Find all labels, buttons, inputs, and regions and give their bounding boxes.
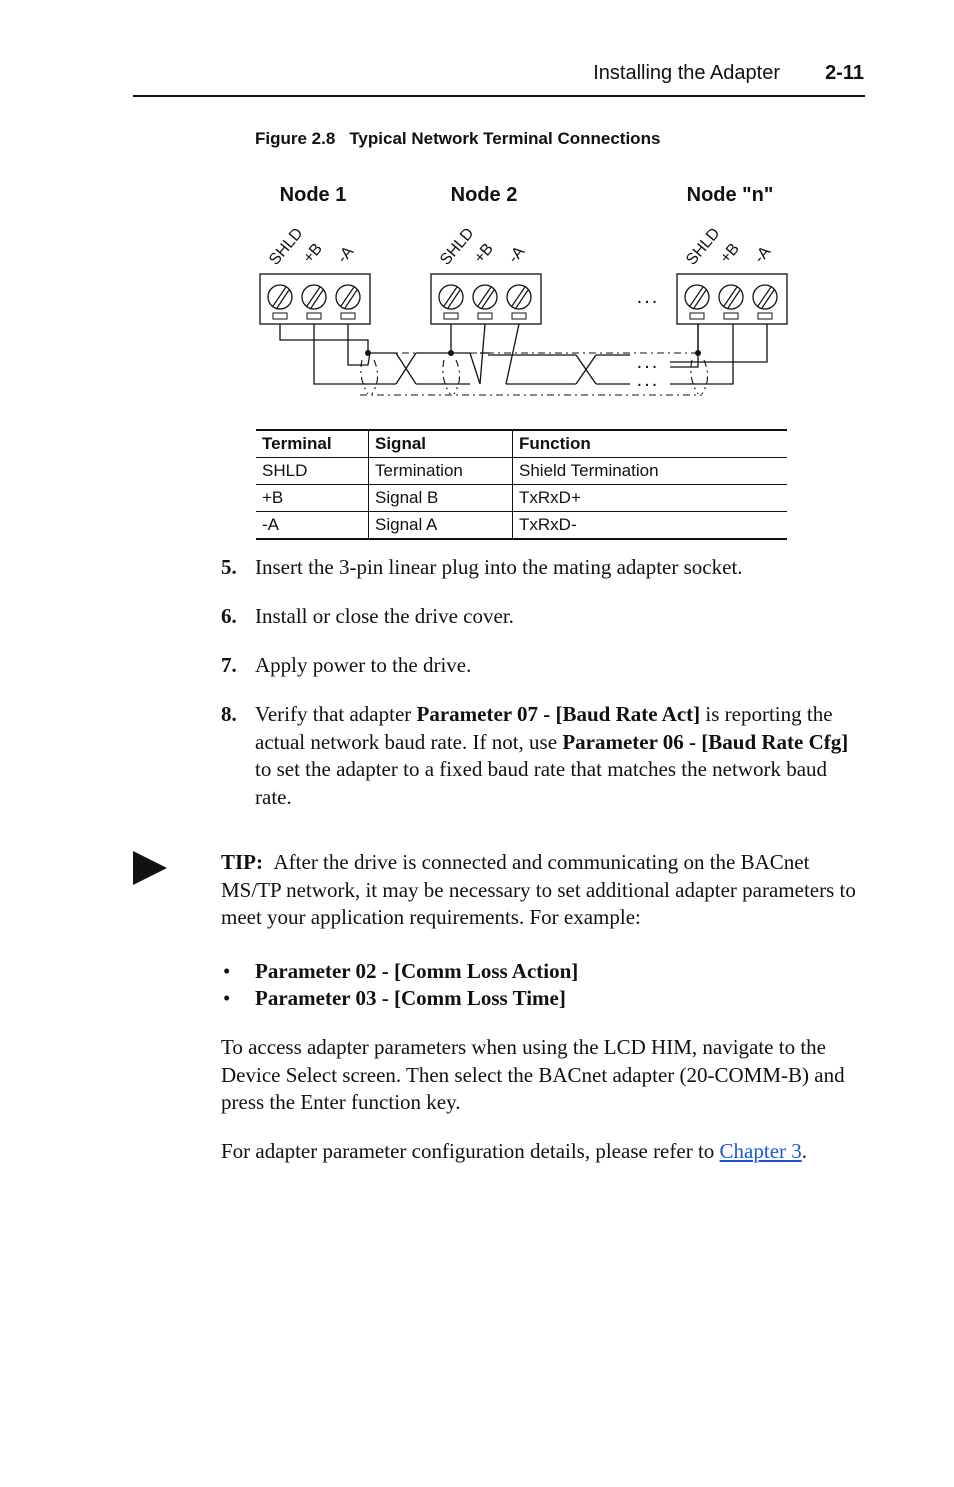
table-cell: TxRxD- [519,515,577,534]
terminal-label: -A [505,243,529,267]
terminal-socket [758,313,772,319]
column-header: Signal [369,430,513,458]
ellipsis: ... [636,286,660,308]
terminal-socket [478,313,492,319]
page-header [0,58,954,98]
step-number: 8. [221,702,237,726]
screw-icon [439,285,463,309]
step-6 [221,603,866,631]
refer-prefix: For adapter parameter configuration details, please refer to [221,1139,720,1163]
header-title: Installing the Adapter [593,62,780,84]
node-label: Node 1 [279,184,347,206]
ellipsis: ... [636,351,660,373]
terminal-socket [341,313,355,319]
terminal-socket [307,313,321,319]
step-text-run: Verify that adapter [255,702,417,726]
step-text [255,701,866,811]
node-label: Node 2 [450,184,518,206]
terminal-label: -A [751,243,775,267]
terminal-socket [512,313,526,319]
screw-icon [268,285,292,309]
node-label: Node "n" [686,184,774,206]
access-paragraph: To access adapter parameters when using the LCD HIM, navigate to the Device Select screen. Then select the BACnet adapter (20-COMM-B) and press the Enter function key. [221,1035,845,1114]
terminal-label: +B [717,240,743,267]
screw-icon [507,285,531,309]
table-cell: SHLD [256,458,369,485]
terminal-socket [724,313,738,319]
figure-caption [255,129,660,149]
table-cell: -A [256,512,369,540]
column-header: Function [519,434,591,453]
terminal-label: SHLD [683,224,724,269]
header-rule [133,95,865,97]
diagram-svg [240,170,800,410]
table-row [256,485,787,512]
figure-number: Figure 2.8 [255,129,336,148]
step-text [255,603,866,631]
step-number: 6. [221,604,237,628]
bullet-icon: • [223,986,231,1010]
tip-text: After the drive is connected and communicating on the BACnet MS/TP network, it may be necessary to set additional adapter parameters to meet your application requirements. For example: [221,850,856,929]
step-text-run: Insert the 3-pin linear plug into the mating adapter socket. [255,555,743,579]
step-text [255,652,866,680]
step-number: 5. [221,555,237,579]
step-text [255,554,866,582]
table-cell: Signal B [369,485,513,512]
step-text-run: is reporting the actual network baud rate. If not, use [255,702,833,754]
terminal-label: +B [300,240,326,267]
list-item [221,985,866,1012]
parameter-reference: Parameter 07 - [Baud Rate Act] [416,702,701,726]
terminal-label: +B [471,240,497,267]
table-cell: Shield Termination [519,461,659,480]
list-item [221,958,866,985]
table-cell: Signal A [369,512,513,540]
terminal-signal-table [256,429,787,540]
terminal-socket [273,313,287,319]
refer-paragraph [221,1138,866,1166]
screw-icon [685,285,709,309]
terminal-socket [444,313,458,319]
tip-paragraph [221,849,866,932]
table-header-row [256,430,787,458]
node-1-terminal-block [260,184,370,324]
page-number: 2-11 [825,62,864,84]
node-2-terminal-block [431,184,541,324]
terminal-label: SHLD [437,224,478,269]
terminal-label: SHLD [266,224,307,269]
screw-icon [302,285,326,309]
tip-label: TIP: [221,850,263,874]
step-8 [221,701,866,811]
step-text-run: to set the adapter to a fixed baud rate that matches the network baud rate. [255,757,828,809]
screw-icon [719,285,743,309]
bullet-text: Parameter 02 - [Comm Loss Action] [255,959,579,983]
refer-suffix: . [801,1139,808,1163]
table-row [256,458,787,485]
step-number: 7. [221,653,237,677]
parameter-reference: Parameter 06 - [Baud Rate Cfg] [562,729,849,754]
table-row [256,512,787,540]
chapter-3-link[interactable]: Chapter 3 [719,1139,802,1163]
tip-arrow-icon [133,851,167,885]
terminal-socket [690,313,704,319]
step-7 [221,652,866,680]
step-text-run: Apply power to the drive. [255,653,472,677]
table-cell: +B [256,485,369,512]
table-cell: Termination [369,458,513,485]
node-3-terminal-block [677,184,787,324]
screw-icon [473,285,497,309]
terminal-label: -A [334,243,358,267]
bullet-text: Parameter 03 - [Comm Loss Time] [255,986,566,1010]
screw-icon [753,285,777,309]
network-terminal-diagram [240,170,800,410]
ellipsis: ... [636,369,660,391]
table-cell: TxRxD+ [519,488,581,507]
step-5 [221,554,866,582]
step-text-run: Install or close the drive cover. [255,604,514,628]
column-header: Terminal [256,430,369,458]
bullet-icon: • [223,959,231,983]
screw-icon [336,285,360,309]
figure-title: Typical Network Terminal Connections [349,129,661,148]
